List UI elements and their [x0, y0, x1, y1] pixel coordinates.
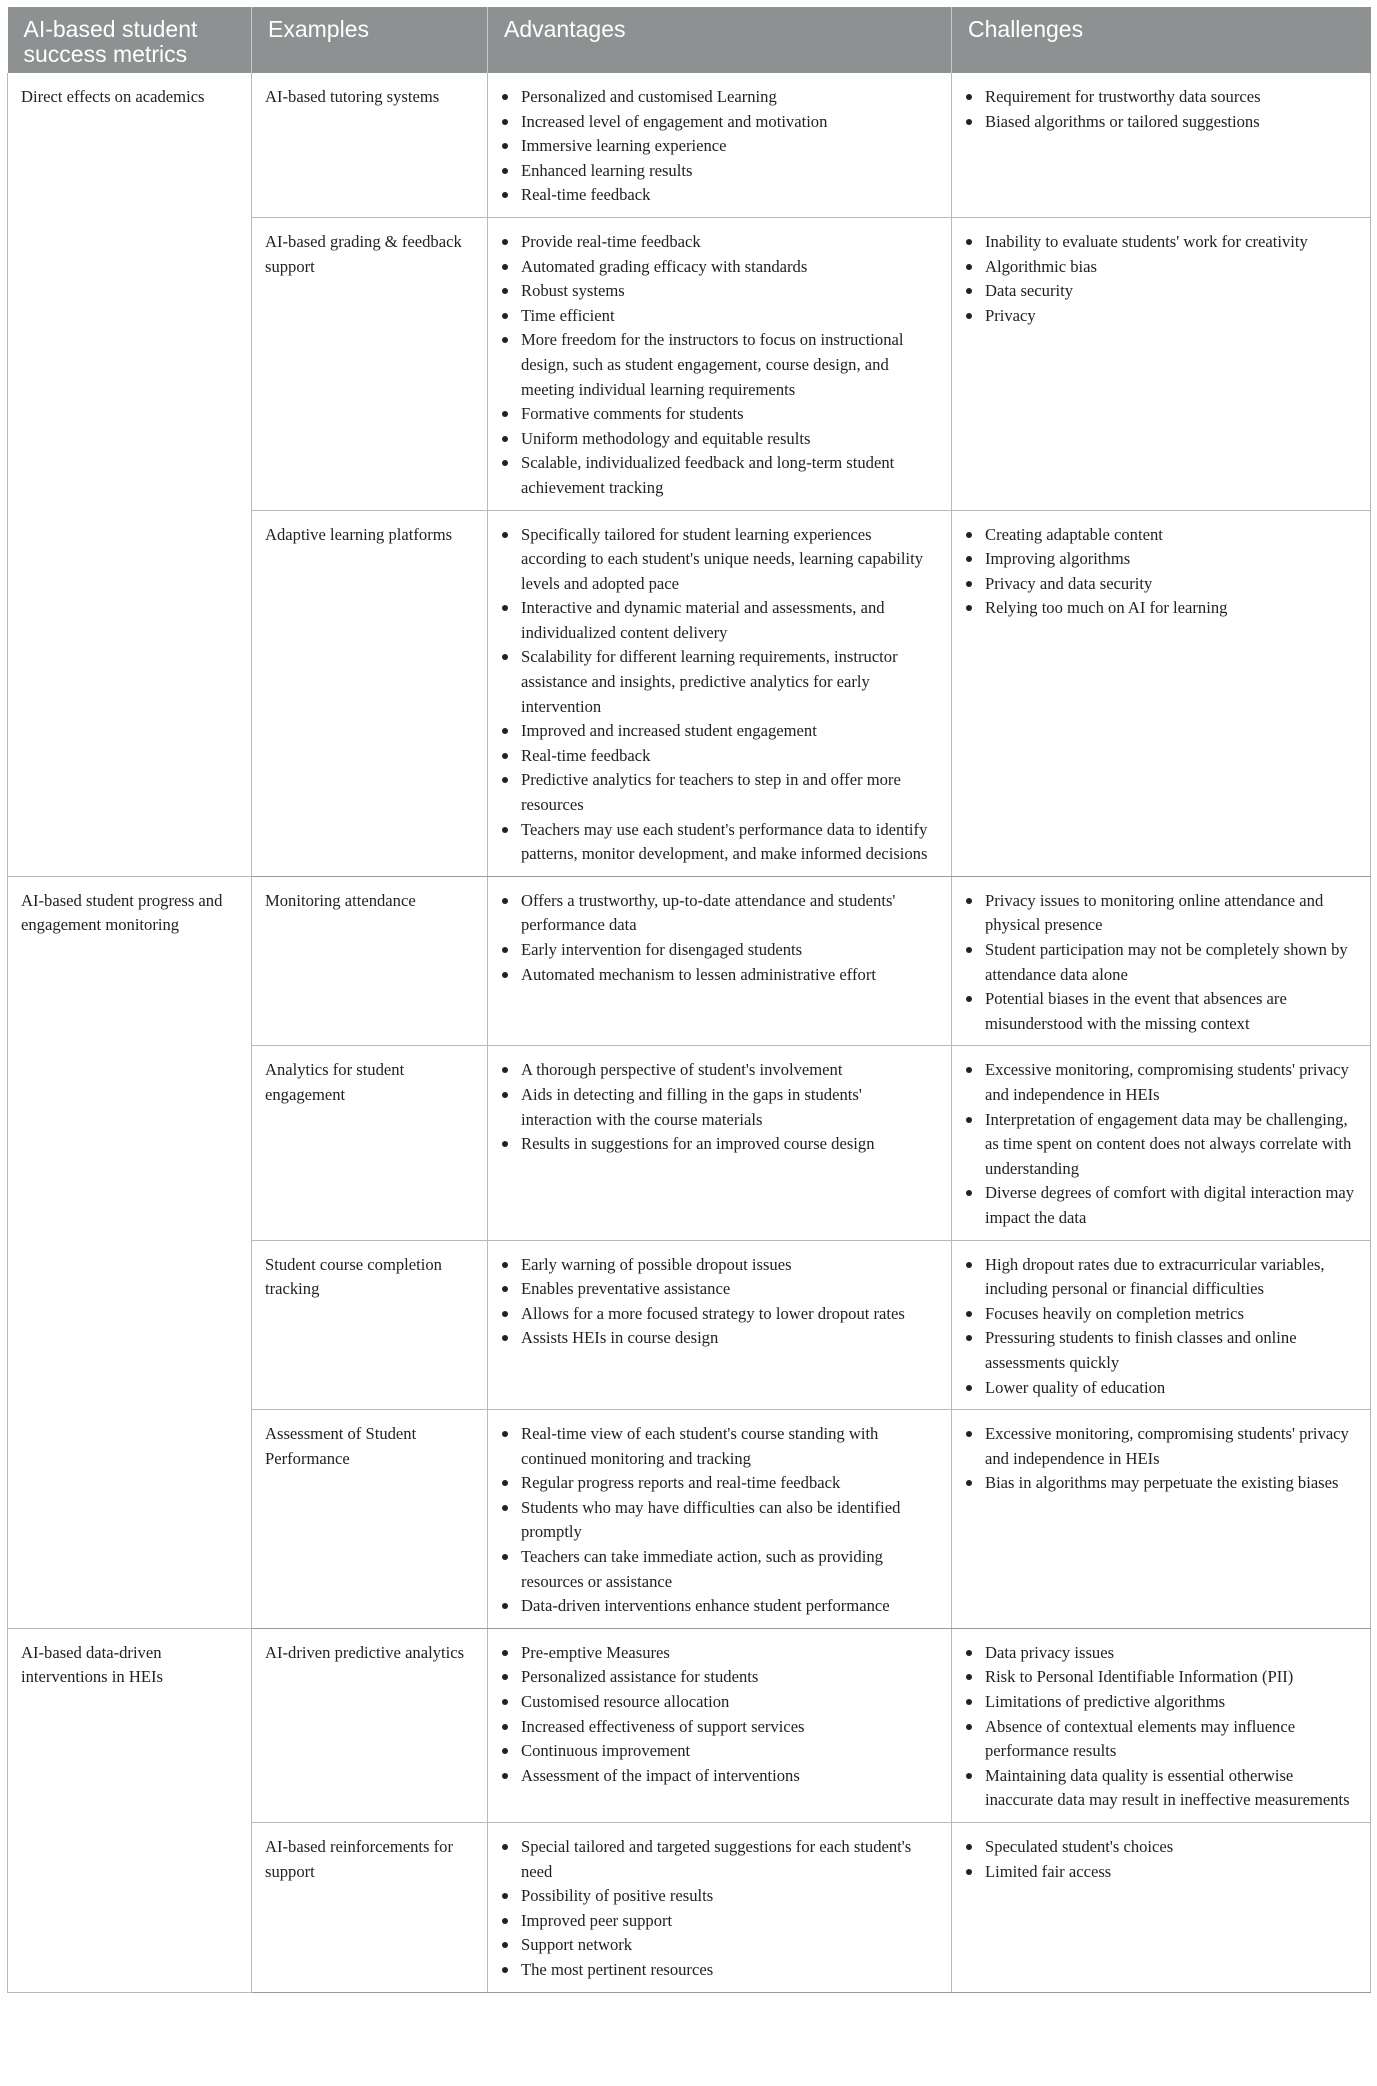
- challenge-item: Improving algorithms: [965, 547, 1356, 572]
- advantages-cell: [488, 1240, 952, 1410]
- challenges-list: [965, 1641, 1356, 1813]
- challenges-list: [965, 1422, 1356, 1496]
- challenges-list: [965, 1835, 1356, 1884]
- challenge-item: Absence of contextual elements may influence performance results: [965, 1715, 1356, 1764]
- advantage-item: Support network: [501, 1933, 937, 1958]
- challenges-cell: [952, 1628, 1371, 1822]
- advantage-item: More freedom for the instructors to focus on instructional design, such as student engagement, course design, and meeting individual learning requirements: [501, 328, 937, 402]
- challenge-item: Diverse degrees of comfort with digital interaction may impact the data: [965, 1181, 1356, 1230]
- advantage-item: Early intervention for disengaged students: [501, 938, 937, 963]
- challenges-cell: [952, 1046, 1371, 1240]
- advantages-cell: [488, 1410, 952, 1629]
- advantage-item: Early warning of possible dropout issues: [501, 1253, 937, 1278]
- challenge-item: Lower quality of education: [965, 1376, 1356, 1401]
- advantages-cell: [488, 1046, 952, 1240]
- advantages-list: [501, 1835, 937, 1983]
- advantage-item: Specifically tailored for student learning experiences according to each student's unique needs, learning capability levels and adopted pace: [501, 523, 937, 597]
- challenge-item: Potential biases in the event that absences are misunderstood with the missing context: [965, 987, 1356, 1036]
- challenges-cell: [952, 510, 1371, 876]
- challenge-item: Privacy and data security: [965, 572, 1356, 597]
- advantage-item: Offers a trustworthy, up-to-date attendance and students' performance data: [501, 889, 937, 938]
- example-cell: AI-based reinforcements for support: [252, 1823, 488, 1993]
- advantage-item: Data-driven interventions enhance student performance: [501, 1594, 937, 1619]
- advantages-list: [501, 889, 937, 987]
- table-row: [8, 1628, 1371, 1822]
- example-cell: AI-based grading & feedback support: [252, 217, 488, 510]
- advantage-item: Possibility of positive results: [501, 1884, 937, 1909]
- advantage-item: Real-time view of each student's course standing with continued monitoring and tracking: [501, 1422, 937, 1471]
- advantage-item: Time efficient: [501, 304, 937, 329]
- advantage-item: Robust systems: [501, 279, 937, 304]
- metric-cell: Direct effects on academics: [8, 73, 252, 876]
- advantage-item: Allows for a more focused strategy to lower dropout rates: [501, 1302, 937, 1327]
- example-cell: Student course completion tracking: [252, 1240, 488, 1410]
- challenges-cell: [952, 1823, 1371, 1993]
- table-row: [8, 73, 1371, 217]
- challenges-cell: [952, 73, 1371, 217]
- challenge-item: Biased algorithms or tailored suggestions: [965, 110, 1356, 135]
- challenge-item: Data privacy issues: [965, 1641, 1356, 1666]
- advantage-item: Uniform methodology and equitable results: [501, 427, 937, 452]
- table-container: [7, 7, 1370, 1993]
- advantage-item: Teachers may use each student's performance data to identify patterns, monitor development, and make informed decisions: [501, 818, 937, 867]
- challenge-item: Limitations of predictive algorithms: [965, 1690, 1356, 1715]
- example-cell: AI-driven predictive analytics: [252, 1628, 488, 1822]
- challenge-item: Privacy issues to monitoring online attendance and physical presence: [965, 889, 1356, 938]
- challenges-cell: [952, 1410, 1371, 1629]
- challenge-item: Creating adaptable content: [965, 523, 1356, 548]
- challenge-item: Excessive monitoring, compromising students' privacy and independence in HEIs: [965, 1058, 1356, 1107]
- advantages-list: [501, 230, 937, 501]
- challenges-list: [965, 85, 1356, 134]
- example-cell: AI-based tutoring systems: [252, 73, 488, 217]
- challenge-item: Inability to evaluate students' work for creativity: [965, 230, 1356, 255]
- challenge-item: Interpretation of engagement data may be challenging, as time spent on content does not always correlate with understanding: [965, 1108, 1356, 1182]
- advantage-item: Special tailored and targeted suggestions for each student's need: [501, 1835, 937, 1884]
- advantage-item: The most pertinent resources: [501, 1958, 937, 1983]
- challenge-item: Speculated student's choices: [965, 1835, 1356, 1860]
- challenges-list: [965, 1253, 1356, 1401]
- challenges-list: [965, 889, 1356, 1037]
- advantage-item: Provide real-time feedback: [501, 230, 937, 255]
- advantage-item: Regular progress reports and real-time feedback: [501, 1471, 937, 1496]
- advantage-item: Scalability for different learning requirements, instructor assistance and insights, predictive analytics for early intervention: [501, 645, 937, 719]
- challenge-item: Excessive monitoring, compromising students' privacy and independence in HEIs: [965, 1422, 1356, 1471]
- advantages-cell: [488, 510, 952, 876]
- challenges-list: [965, 230, 1356, 328]
- challenge-item: Pressuring students to finish classes and online assessments quickly: [965, 1326, 1356, 1375]
- metrics-table: [7, 7, 1371, 1993]
- challenge-item: Data security: [965, 279, 1356, 304]
- advantage-item: Enables preventative assistance: [501, 1277, 937, 1302]
- advantages-list: [501, 1641, 937, 1789]
- advantage-item: Immersive learning experience: [501, 134, 937, 159]
- advantages-list: [501, 1058, 937, 1156]
- challenges-list: [965, 523, 1356, 621]
- table-row: [8, 876, 1371, 1046]
- example-cell: Adaptive learning platforms: [252, 510, 488, 876]
- challenge-item: Student participation may not be completely shown by attendance data alone: [965, 938, 1356, 987]
- advantages-cell: [488, 1628, 952, 1822]
- metric-cell: AI-based data-driven interventions in HEIs: [8, 1628, 252, 1992]
- advantage-item: Improved and increased student engagement: [501, 719, 937, 744]
- advantage-item: Assists HEIs in course design: [501, 1326, 937, 1351]
- advantages-cell: [488, 217, 952, 510]
- advantage-item: Increased effectiveness of support services: [501, 1715, 937, 1740]
- advantages-list: [501, 1422, 937, 1619]
- advantage-item: Assessment of the impact of interventions: [501, 1764, 937, 1789]
- challenge-item: Focuses heavily on completion metrics: [965, 1302, 1356, 1327]
- header-advantages: Advantages: [488, 7, 952, 73]
- challenges-list: [965, 1058, 1356, 1230]
- challenge-item: Algorithmic bias: [965, 255, 1356, 280]
- advantage-item: Automated grading efficacy with standards: [501, 255, 937, 280]
- advantage-item: Formative comments for students: [501, 402, 937, 427]
- challenge-item: Limited fair access: [965, 1860, 1356, 1885]
- advantage-item: Students who may have difficulties can also be identified promptly: [501, 1496, 937, 1545]
- header-row: [8, 7, 1371, 73]
- advantage-item: Improved peer support: [501, 1909, 937, 1934]
- challenges-cell: [952, 876, 1371, 1046]
- advantages-cell: [488, 73, 952, 217]
- challenge-item: Risk to Personal Identifiable Information (PII): [965, 1665, 1356, 1690]
- example-cell: Monitoring attendance: [252, 876, 488, 1046]
- challenges-cell: [952, 1240, 1371, 1410]
- advantage-item: Interactive and dynamic material and assessments, and individualized content delivery: [501, 596, 937, 645]
- challenge-item: Privacy: [965, 304, 1356, 329]
- challenge-item: Bias in algorithms may perpetuate the existing biases: [965, 1471, 1356, 1496]
- advantages-cell: [488, 1823, 952, 1993]
- example-cell: Assessment of Student Performance: [252, 1410, 488, 1629]
- advantage-item: A thorough perspective of student's involvement: [501, 1058, 937, 1083]
- advantage-item: Automated mechanism to lessen administrative effort: [501, 963, 937, 988]
- header-metrics: AI-based student success metrics: [8, 7, 252, 73]
- challenge-item: Requirement for trustworthy data sources: [965, 85, 1356, 110]
- advantage-item: Real-time feedback: [501, 744, 937, 769]
- challenge-item: High dropout rates due to extracurricular variables, including personal or financial difficulties: [965, 1253, 1356, 1302]
- advantage-item: Scalable, individualized feedback and long-term student achievement tracking: [501, 451, 937, 500]
- advantage-item: Results in suggestions for an improved course design: [501, 1132, 937, 1157]
- advantages-list: [501, 523, 937, 867]
- advantage-item: Continuous improvement: [501, 1739, 937, 1764]
- example-cell: Analytics for student engagement: [252, 1046, 488, 1240]
- advantage-item: Personalized and customised Learning: [501, 85, 937, 110]
- advantage-item: Pre-emptive Measures: [501, 1641, 937, 1666]
- advantage-item: Aids in detecting and filling in the gaps in students' interaction with the course materials: [501, 1083, 937, 1132]
- advantages-cell: [488, 876, 952, 1046]
- advantages-list: [501, 85, 937, 208]
- advantage-item: Real-time feedback: [501, 183, 937, 208]
- advantage-item: Customised resource allocation: [501, 1690, 937, 1715]
- challenge-item: Relying too much on AI for learning: [965, 596, 1356, 621]
- header-examples: Examples: [252, 7, 488, 73]
- challenges-cell: [952, 217, 1371, 510]
- table-body: [8, 73, 1371, 1992]
- metric-cell: AI-based student progress and engagement monitoring: [8, 876, 252, 1628]
- advantage-item: Increased level of engagement and motivation: [501, 110, 937, 135]
- advantage-item: Teachers can take immediate action, such as providing resources or assistance: [501, 1545, 937, 1594]
- advantage-item: Predictive analytics for teachers to step in and offer more resources: [501, 768, 937, 817]
- advantage-item: Enhanced learning results: [501, 159, 937, 184]
- advantage-item: Personalized assistance for students: [501, 1665, 937, 1690]
- header-challenges: Challenges: [952, 7, 1371, 73]
- challenge-item: Maintaining data quality is essential otherwise inaccurate data may result in ineffective measurements: [965, 1764, 1356, 1813]
- advantages-list: [501, 1253, 937, 1351]
